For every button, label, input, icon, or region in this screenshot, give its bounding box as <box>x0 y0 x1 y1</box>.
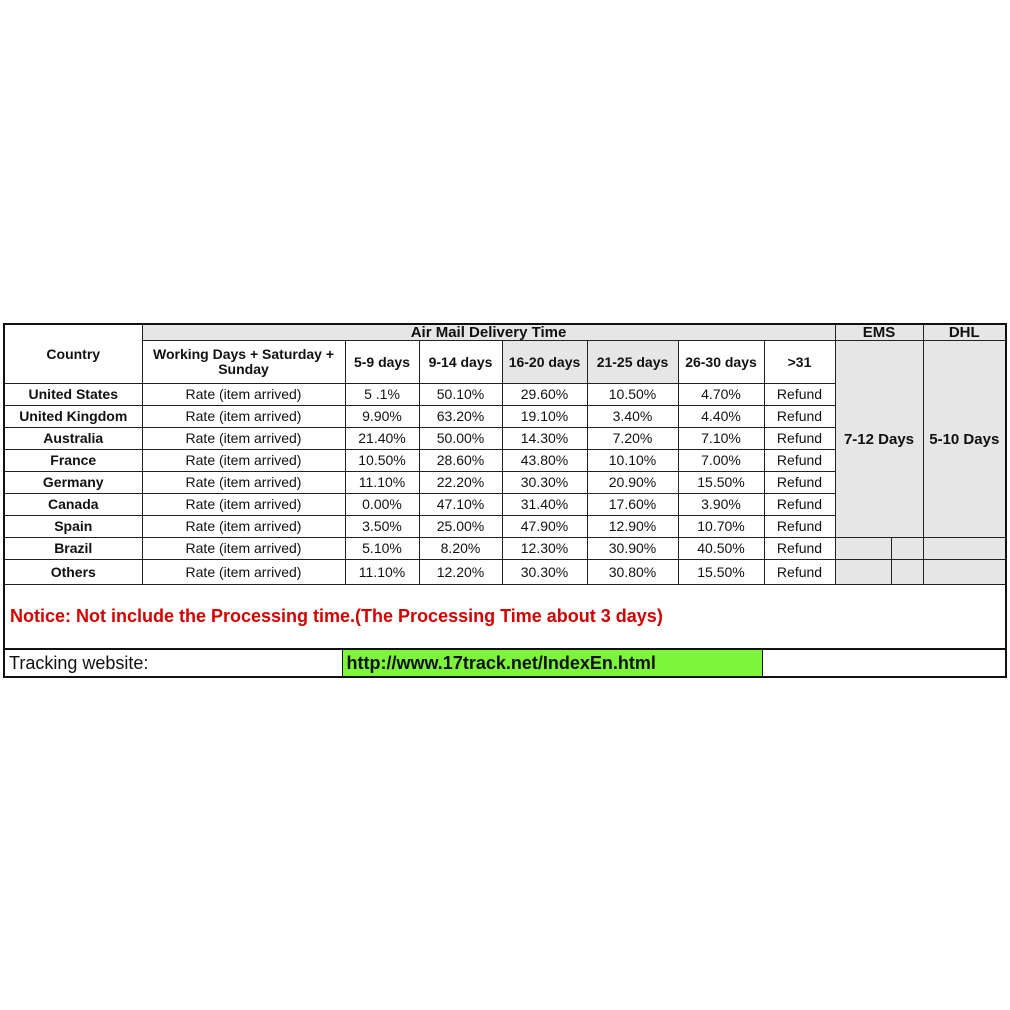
header-air-mail: Air Mail Delivery Time <box>142 324 835 341</box>
rate-cell-5-9: 10.50% <box>345 450 419 472</box>
rate-cell-21-25: 7.20% <box>587 428 678 450</box>
rate-cell-9-14: 47.10% <box>419 494 502 516</box>
rate-cell-21-25: 17.60% <box>587 494 678 516</box>
rate-cell-over-31: Refund <box>764 428 835 450</box>
rate-label-cell: Rate (item arrived) <box>142 494 345 516</box>
ems-blank-cell-a <box>835 560 891 585</box>
rate-cell-9-14: 12.20% <box>419 560 502 585</box>
rate-cell-over-31: Refund <box>764 406 835 428</box>
header-dhl: DHL <box>923 324 1006 341</box>
rate-cell-21-25: 30.80% <box>587 560 678 585</box>
country-cell: Canada <box>4 494 142 516</box>
header-country: Country <box>4 324 142 384</box>
dhl-blank-cell <box>923 560 1006 585</box>
table-row <box>4 538 1006 560</box>
rate-cell-over-31: Refund <box>764 384 835 406</box>
rate-cell-26-30: 7.00% <box>678 450 764 472</box>
header-col-26-30: 26-30 days <box>678 341 764 384</box>
rate-cell-26-30: 7.10% <box>678 428 764 450</box>
notice-row <box>4 584 1006 649</box>
rate-cell-26-30: 10.70% <box>678 516 764 538</box>
rate-cell-16-20: 14.30% <box>502 428 587 450</box>
rate-cell-9-14: 50.00% <box>419 428 502 450</box>
rate-cell-over-31: Refund <box>764 538 835 560</box>
rate-cell-16-20: 12.30% <box>502 538 587 560</box>
country-cell: Spain <box>4 516 142 538</box>
rate-cell-16-20: 29.60% <box>502 384 587 406</box>
ems-blank-cell-b <box>891 560 923 585</box>
country-cell: United Kingdom <box>4 406 142 428</box>
rate-cell-over-31: Refund <box>764 472 835 494</box>
rate-cell-5-9: 5.10% <box>345 538 419 560</box>
delivery-time-sheet <box>3 323 1005 678</box>
rate-cell-9-14: 63.20% <box>419 406 502 428</box>
rate-cell-26-30: 4.40% <box>678 406 764 428</box>
rate-cell-5-9: 3.50% <box>345 516 419 538</box>
rate-label-cell: Rate (item arrived) <box>142 450 345 472</box>
rate-cell-9-14: 25.00% <box>419 516 502 538</box>
rate-cell-21-25: 10.10% <box>587 450 678 472</box>
header-col-21-25: 21-25 days <box>587 341 678 384</box>
table-row <box>4 560 1006 585</box>
rate-cell-over-31: Refund <box>764 494 835 516</box>
rate-label-cell: Rate (item arrived) <box>142 406 345 428</box>
tracking-row <box>4 649 1006 677</box>
country-cell: France <box>4 450 142 472</box>
rate-cell-16-20: 43.80% <box>502 450 587 472</box>
header-col-9-14: 9-14 days <box>419 341 502 384</box>
header-row-2 <box>4 341 1006 384</box>
header-working-days: Working Days + Saturday + Sunday <box>142 341 345 384</box>
rate-cell-over-31: Refund <box>764 560 835 585</box>
rate-cell-26-30: 3.90% <box>678 494 764 516</box>
rate-cell-9-14: 50.10% <box>419 384 502 406</box>
country-cell: Brazil <box>4 538 142 560</box>
header-col-5-9: 5-9 days <box>345 341 419 384</box>
rate-cell-16-20: 31.40% <box>502 494 587 516</box>
rate-cell-21-25: 10.50% <box>587 384 678 406</box>
rate-cell-21-25: 30.90% <box>587 538 678 560</box>
rate-label-cell: Rate (item arrived) <box>142 472 345 494</box>
rate-cell-5-9: 11.10% <box>345 560 419 585</box>
country-cell: Germany <box>4 472 142 494</box>
rate-cell-5-9: 21.40% <box>345 428 419 450</box>
rate-cell-16-20: 30.30% <box>502 472 587 494</box>
rate-cell-5-9: 9.90% <box>345 406 419 428</box>
rate-cell-5-9: 11.10% <box>345 472 419 494</box>
rate-cell-21-25: 12.90% <box>587 516 678 538</box>
rate-cell-16-20: 19.10% <box>502 406 587 428</box>
country-cell: Others <box>4 560 142 585</box>
tracking-url-link[interactable]: http://www.17track.net/IndexEn.html <box>342 649 762 677</box>
rate-label-cell: Rate (item arrived) <box>142 384 345 406</box>
rate-cell-26-30: 15.50% <box>678 560 764 585</box>
header-row-1 <box>4 324 1006 341</box>
rate-cell-26-30: 4.70% <box>678 384 764 406</box>
footer-table <box>3 584 1007 678</box>
delivery-time-table <box>3 323 1007 585</box>
header-col-over-31: >31 <box>764 341 835 384</box>
rate-cell-21-25: 20.90% <box>587 472 678 494</box>
rate-cell-over-31: Refund <box>764 516 835 538</box>
tracking-website-label: Tracking website: <box>4 649 342 677</box>
header-col-16-20: 16-20 days <box>502 341 587 384</box>
rate-cell-21-25: 3.40% <box>587 406 678 428</box>
rate-label-cell: Rate (item arrived) <box>142 560 345 585</box>
ems-blank-cell-b <box>891 538 923 560</box>
rate-label-cell: Rate (item arrived) <box>142 538 345 560</box>
rate-cell-5-9: 5 .1% <box>345 384 419 406</box>
rate-cell-26-30: 40.50% <box>678 538 764 560</box>
rate-label-cell: Rate (item arrived) <box>142 428 345 450</box>
processing-time-notice: Notice: Not include the Processing time.(The Processing Time about 3 days) <box>4 584 1006 649</box>
rate-cell-16-20: 47.90% <box>502 516 587 538</box>
country-cell: Australia <box>4 428 142 450</box>
ems-delivery-days: 7-12 Days <box>835 341 923 538</box>
country-cell: United States <box>4 384 142 406</box>
rate-cell-9-14: 8.20% <box>419 538 502 560</box>
ems-blank-cell-a <box>835 538 891 560</box>
rate-cell-9-14: 28.60% <box>419 450 502 472</box>
rate-cell-16-20: 30.30% <box>502 560 587 585</box>
dhl-blank-cell <box>923 538 1006 560</box>
rate-cell-5-9: 0.00% <box>345 494 419 516</box>
tracking-blank-cell <box>762 649 1006 677</box>
header-ems: EMS <box>835 324 923 341</box>
rate-label-cell: Rate (item arrived) <box>142 516 345 538</box>
dhl-delivery-days: 5-10 Days <box>923 341 1006 538</box>
rate-cell-26-30: 15.50% <box>678 472 764 494</box>
rate-cell-9-14: 22.20% <box>419 472 502 494</box>
rate-cell-over-31: Refund <box>764 450 835 472</box>
